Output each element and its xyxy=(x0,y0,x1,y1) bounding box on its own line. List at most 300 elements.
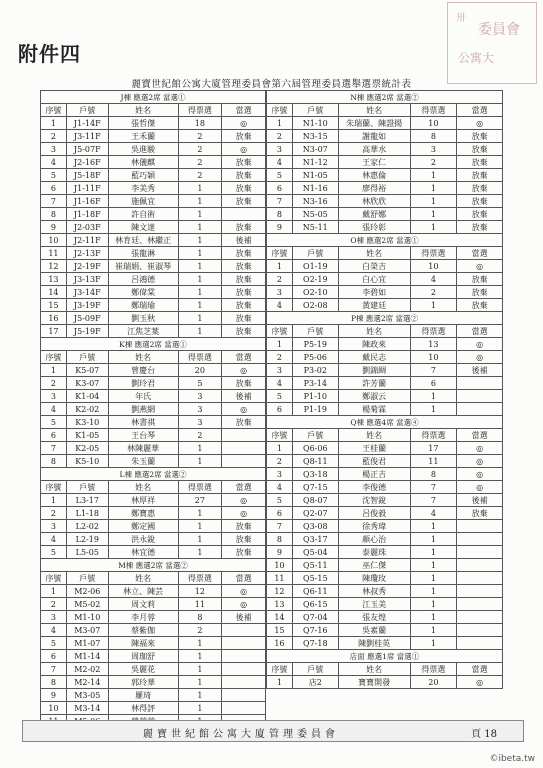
table-cell: 廖得裕 xyxy=(338,182,410,195)
table-row xyxy=(41,364,266,377)
table-row xyxy=(267,390,503,403)
table-row xyxy=(41,390,266,403)
table-cell: 放棄 xyxy=(457,143,503,156)
table-cell: 鄭定國 xyxy=(108,520,178,533)
table-cell: 林得評 xyxy=(108,702,178,715)
table-cell xyxy=(222,442,266,455)
column-header: 得票選 xyxy=(410,663,457,676)
table-cell: 朱玉蘭 xyxy=(108,455,178,468)
table-cell: 張玲彰 xyxy=(338,221,410,234)
table-cell: 20 xyxy=(178,364,222,377)
table-row xyxy=(41,273,266,286)
table-cell: 許自術 xyxy=(108,208,178,221)
table-cell: 7 xyxy=(410,364,457,377)
section-title: Q棟 應選4席 當選④ xyxy=(267,416,503,429)
table-cell: 27 xyxy=(178,494,222,507)
table-cell: Q7-18 xyxy=(292,637,338,650)
table-cell: 1 xyxy=(178,455,222,468)
table-cell: 白榮吉 xyxy=(338,260,410,273)
right-vote-table xyxy=(266,90,503,689)
column-header: 得票選 xyxy=(410,325,457,338)
table-cell: 15 xyxy=(267,624,293,637)
table-cell: 吳素蘭 xyxy=(338,624,410,637)
table-cell: O2-19 xyxy=(292,273,338,286)
table-cell: 1 xyxy=(178,286,222,299)
table-cell: 戴舒娜 xyxy=(338,208,410,221)
table-cell: 2 xyxy=(410,286,457,299)
table-cell: Q3-17 xyxy=(292,533,338,546)
table-cell: 劉玲君 xyxy=(108,377,178,390)
table-cell: 1 xyxy=(410,221,457,234)
table-row xyxy=(41,195,266,208)
table-row xyxy=(267,130,503,143)
table-row xyxy=(41,507,266,520)
table-cell: 1 xyxy=(178,299,222,312)
page-title: 附件四 xyxy=(18,42,81,66)
table-cell: J3-19F xyxy=(66,299,108,312)
table-cell: 10 xyxy=(410,117,457,130)
table-row xyxy=(41,156,266,169)
footer-text: 麗寶世紀館公寓大廈管理委員會 xyxy=(143,729,339,740)
table-row xyxy=(267,468,503,481)
table-cell: 江玉美 xyxy=(338,598,410,611)
table-cell: 1 xyxy=(267,676,293,689)
column-header: 戶號 xyxy=(292,429,338,442)
column-header: 姓名 xyxy=(338,325,410,338)
table-cell: 4 xyxy=(267,481,293,494)
table-cell: ◎ xyxy=(222,494,266,507)
table-cell: J1-16F xyxy=(66,195,108,208)
table-row xyxy=(267,533,503,546)
table-cell: 1 xyxy=(178,507,222,520)
table-row xyxy=(41,403,266,416)
table-row xyxy=(41,325,266,338)
table-cell xyxy=(222,624,266,637)
table-cell xyxy=(457,572,503,585)
table-cell: 巫仁傑 xyxy=(338,559,410,572)
table-cell: 10 xyxy=(410,260,457,273)
table-cell: 5 xyxy=(267,494,293,507)
table-cell xyxy=(457,390,503,403)
table-cell: 王禾蘭 xyxy=(108,130,178,143)
table-cell: 吳麗花 xyxy=(108,663,178,676)
table-cell: M1-07 xyxy=(66,637,108,650)
table-row xyxy=(267,156,503,169)
table-cell: 施佩宜 xyxy=(108,195,178,208)
table-row xyxy=(41,416,266,429)
table-cell: ◎ xyxy=(222,585,266,598)
table-cell: 放棄 xyxy=(222,195,266,208)
table-cell: 6 xyxy=(410,377,457,390)
table-cell: 1 xyxy=(410,520,457,533)
table-cell: 14 xyxy=(267,611,293,624)
table-row xyxy=(41,676,266,689)
column-header: 戶號 xyxy=(66,351,108,364)
table-cell xyxy=(457,624,503,637)
table-cell: M3-05 xyxy=(66,689,108,702)
table-cell: 4 xyxy=(410,273,457,286)
table-cell: J2-03F xyxy=(66,221,108,234)
table-cell: ◎ xyxy=(457,338,503,351)
column-header: 序號 xyxy=(267,104,293,117)
table-cell: 20 xyxy=(410,676,457,689)
table-cell: 9 xyxy=(41,689,67,702)
table-cell: 放棄 xyxy=(457,130,503,143)
table-cell: J1-18F xyxy=(66,208,108,221)
table-cell: 4 xyxy=(267,299,293,312)
table-row xyxy=(267,559,503,572)
table-cell xyxy=(457,403,503,416)
table-cell: 3 xyxy=(267,143,293,156)
column-header: 序號 xyxy=(267,325,293,338)
table-cell: 1 xyxy=(410,546,457,559)
table-cell: 3 xyxy=(41,143,67,156)
table-cell: 2 xyxy=(178,624,222,637)
table-cell: 王桂蘭 xyxy=(338,442,410,455)
table-cell: 2 xyxy=(41,598,67,611)
table-cell: 1 xyxy=(178,312,222,325)
table-cell: 10 xyxy=(267,559,293,572)
table-cell: J5-18F xyxy=(66,169,108,182)
table-cell: 放棄 xyxy=(457,169,503,182)
column-header: 戶號 xyxy=(292,104,338,117)
table-row xyxy=(267,624,503,637)
table-cell: 5 xyxy=(267,169,293,182)
column-header: 戶號 xyxy=(66,481,108,494)
table-row xyxy=(267,195,503,208)
column-header: 序號 xyxy=(267,429,293,442)
table-cell: ◎ xyxy=(457,117,503,130)
table-cell: 放棄 xyxy=(222,416,266,429)
table-cell: 1 xyxy=(410,533,457,546)
table-row xyxy=(41,312,266,325)
table-row xyxy=(41,702,266,715)
table-cell: J2-11F xyxy=(66,234,108,247)
table-cell: J1-11F xyxy=(66,182,108,195)
column-header: 姓名 xyxy=(338,429,410,442)
table-cell: 後補 xyxy=(222,234,266,247)
table-cell: 2 xyxy=(267,455,293,468)
table-cell: 放棄 xyxy=(222,299,266,312)
table-cell: 放棄 xyxy=(457,195,503,208)
table-row xyxy=(41,130,266,143)
table-cell: 顏心治 xyxy=(338,533,410,546)
table-cell: 林叔秀 xyxy=(338,585,410,598)
table-cell: 放棄 xyxy=(457,208,503,221)
table-cell: ◎ xyxy=(222,364,266,377)
table-cell: 4 xyxy=(267,156,293,169)
table-cell: 店2 xyxy=(292,676,338,689)
table-cell: 5 xyxy=(41,416,67,429)
table-row xyxy=(267,117,503,130)
table-cell: 12 xyxy=(41,260,67,273)
table-cell: 林育廷、林繼正 xyxy=(108,234,178,247)
table-cell: 藍俊君 xyxy=(338,455,410,468)
table-cell xyxy=(222,455,266,468)
table-cell: N5-05 xyxy=(292,208,338,221)
table-cell: 7 xyxy=(41,663,67,676)
column-header: 當選 xyxy=(457,104,503,117)
table-cell: 2 xyxy=(410,156,457,169)
table-cell: 2 xyxy=(267,130,293,143)
table-cell: 2 xyxy=(41,377,67,390)
table-cell: M3-14 xyxy=(66,702,108,715)
table-cell xyxy=(222,650,266,663)
table-cell: 林欣欣 xyxy=(338,195,410,208)
column-header: 序號 xyxy=(41,572,67,585)
column-header: 得票選 xyxy=(410,429,457,442)
table-cell: 放棄 xyxy=(222,156,266,169)
table-row xyxy=(267,260,503,273)
table-cell xyxy=(457,377,503,390)
table-cell: 戴民志 xyxy=(338,351,410,364)
table-row xyxy=(41,182,266,195)
table-cell xyxy=(457,546,503,559)
table-cell: 4 xyxy=(41,533,67,546)
table-row xyxy=(41,377,266,390)
column-header: 序號 xyxy=(41,104,67,117)
table-cell: 3 xyxy=(178,416,222,429)
table-cell: 1 xyxy=(178,533,222,546)
table-cell: 7 xyxy=(267,195,293,208)
column-header: 姓名 xyxy=(338,104,410,117)
table-cell: N3-16 xyxy=(292,195,338,208)
table-cell: 2 xyxy=(178,156,222,169)
table-cell: M1-14 xyxy=(66,650,108,663)
column-header: 序號 xyxy=(41,481,67,494)
table-cell: 2 xyxy=(267,273,293,286)
table-row xyxy=(41,429,266,442)
table-cell: 放棄 xyxy=(457,221,503,234)
table-cell: 羅琦 xyxy=(108,689,178,702)
column-header: 得票選 xyxy=(410,104,457,117)
table-cell: 8 xyxy=(41,676,67,689)
table-cell: 放棄 xyxy=(222,325,266,338)
table-row xyxy=(267,507,503,520)
table-cell xyxy=(457,637,503,650)
table-cell: 5 xyxy=(41,169,67,182)
table-cell: J2-13F xyxy=(66,247,108,260)
section-title: K棟 應選2席 當選① xyxy=(41,338,266,351)
table-cell: 7 xyxy=(267,520,293,533)
watermark: ©ibeta.tw xyxy=(489,754,535,764)
right-column xyxy=(266,90,503,689)
column-header: 序號 xyxy=(267,663,293,676)
table-cell: 1 xyxy=(178,650,222,663)
table-cell: 6 xyxy=(267,403,293,416)
table-cell: 3 xyxy=(267,286,293,299)
table-cell: 6 xyxy=(41,429,67,442)
table-cell: 1 xyxy=(178,520,222,533)
table-cell: 11 xyxy=(41,247,67,260)
table-row xyxy=(267,676,503,689)
table-cell: 2 xyxy=(178,143,222,156)
document-title: 麗寶世紀館公寓大廈管理委員會第六屆管理委員選舉選票統計表 xyxy=(131,79,412,90)
table-cell: 7 xyxy=(410,481,457,494)
table-cell: 放棄 xyxy=(222,273,266,286)
seal-text-3: 公寓大 xyxy=(458,51,495,65)
table-cell: 5 xyxy=(267,390,293,403)
column-header: 序號 xyxy=(267,247,293,260)
table-cell: 劉錦綢 xyxy=(338,364,410,377)
table-cell: 曾慶台 xyxy=(108,364,178,377)
table-row xyxy=(267,455,503,468)
table-row xyxy=(267,208,503,221)
footer-bar xyxy=(22,720,524,742)
table-cell: 鄭瑞瑜 xyxy=(108,299,178,312)
column-header: 當選 xyxy=(222,104,266,117)
table-row xyxy=(41,143,266,156)
table-cell: 11 xyxy=(267,572,293,585)
column-header: 當選 xyxy=(222,481,266,494)
column-header: 姓名 xyxy=(108,572,178,585)
table-cell xyxy=(457,598,503,611)
table-cell: 3 xyxy=(267,468,293,481)
table-cell: 1 xyxy=(267,260,293,273)
table-row xyxy=(267,520,503,533)
table-cell: 9 xyxy=(41,221,67,234)
table-cell: 1 xyxy=(178,234,222,247)
column-header: 得票選 xyxy=(178,481,222,494)
table-cell: K2-02 xyxy=(66,403,108,416)
table-cell: 李碧如 xyxy=(338,286,410,299)
table-cell: 1 xyxy=(178,689,222,702)
column-header: 戶號 xyxy=(66,104,108,117)
table-cell: ◎ xyxy=(222,403,266,416)
table-cell: J5-19F xyxy=(66,325,108,338)
table-row xyxy=(267,286,503,299)
table-cell: 張友煌 xyxy=(338,611,410,624)
table-cell: 4 xyxy=(267,377,293,390)
page-number: 頁 18 xyxy=(471,729,497,740)
table-cell: 1 xyxy=(410,611,457,624)
table-cell: 放棄 xyxy=(457,182,503,195)
table-cell: 8 xyxy=(410,130,457,143)
table-cell: 1 xyxy=(410,390,457,403)
table-cell: K3-07 xyxy=(66,377,108,390)
table-cell: 林宜德 xyxy=(108,546,178,559)
table-cell: 放棄 xyxy=(222,533,266,546)
table-cell: M2-02 xyxy=(66,663,108,676)
table-cell: 朱瑞蘭、陳證揚 xyxy=(338,117,410,130)
column-header: 戶號 xyxy=(292,663,338,676)
table-cell: 放棄 xyxy=(222,286,266,299)
table-cell: 13 xyxy=(267,598,293,611)
table-cell: K3-10 xyxy=(66,416,108,429)
table-cell: 1 xyxy=(178,273,222,286)
table-cell: 18 xyxy=(178,117,222,130)
table-cell: 1 xyxy=(41,117,67,130)
table-cell: Q5-11 xyxy=(292,559,338,572)
table-cell: 呂鴻德 xyxy=(108,273,178,286)
table-cell: Q7-16 xyxy=(292,624,338,637)
table-cell: ◎ xyxy=(222,143,266,156)
table-cell: 1 xyxy=(178,247,222,260)
table-cell: K1-05 xyxy=(66,429,108,442)
table-cell: 許芳蘭 xyxy=(338,377,410,390)
table-cell: ◎ xyxy=(457,468,503,481)
table-cell: 8 xyxy=(41,208,67,221)
table-cell: 謝龍如 xyxy=(338,130,410,143)
table-cell: 17 xyxy=(410,442,457,455)
table-cell: 王家仁 xyxy=(338,156,410,169)
table-cell: J3-14F xyxy=(66,286,108,299)
table-cell: 6 xyxy=(41,182,67,195)
table-cell: ◎ xyxy=(222,507,266,520)
table-cell: J2-19F xyxy=(66,260,108,273)
table-cell: 後補 xyxy=(222,611,266,624)
table-cell: O1-19 xyxy=(292,260,338,273)
table-row xyxy=(267,351,503,364)
table-row xyxy=(267,572,503,585)
table-cell: 2 xyxy=(41,507,67,520)
table-cell: 1 xyxy=(267,442,293,455)
table-cell: 1 xyxy=(178,260,222,273)
table-cell: 藍巧穎 xyxy=(108,169,178,182)
table-cell: 劉燕網 xyxy=(108,403,178,416)
table-cell: 2 xyxy=(178,169,222,182)
table-cell: 8 xyxy=(178,611,222,624)
table-cell xyxy=(222,689,266,702)
table-cell: 劉玉秋 xyxy=(108,312,178,325)
table-cell: L2-02 xyxy=(66,520,108,533)
table-cell: K2-05 xyxy=(66,442,108,455)
table-cell: 陳文達 xyxy=(108,221,178,234)
table-row xyxy=(41,533,266,546)
table-row xyxy=(41,442,266,455)
table-cell: 王台琴 xyxy=(108,429,178,442)
table-cell: J1-14F xyxy=(66,117,108,130)
table-cell: 郭玲華 xyxy=(108,676,178,689)
left-vote-table xyxy=(40,90,266,728)
column-header: 當選 xyxy=(457,325,503,338)
table-cell: Q6-06 xyxy=(292,442,338,455)
table-cell: 9 xyxy=(267,221,293,234)
table-cell xyxy=(222,429,266,442)
table-cell: 2 xyxy=(267,351,293,364)
table-cell: Q5-15 xyxy=(292,572,338,585)
table-cell: 1 xyxy=(178,663,222,676)
table-cell: 1 xyxy=(267,338,293,351)
table-cell: 1 xyxy=(178,676,222,689)
table-cell: 放棄 xyxy=(222,130,266,143)
table-cell: 放棄 xyxy=(222,377,266,390)
table-cell: 16 xyxy=(267,637,293,650)
table-cell: 林惠倫 xyxy=(338,169,410,182)
table-cell: ◎ xyxy=(457,351,503,364)
section-title: P棟 應選2席 當選② xyxy=(267,312,503,325)
table-cell: 1 xyxy=(410,208,457,221)
table-cell: 楊菊霖 xyxy=(338,403,410,416)
table-cell: 放棄 xyxy=(457,273,503,286)
table-cell: 放棄 xyxy=(222,182,266,195)
table-cell: 楊正吉 xyxy=(338,468,410,481)
table-cell: 林陳麗華 xyxy=(108,442,178,455)
table-cell: 1 xyxy=(178,442,222,455)
table-cell: L1-18 xyxy=(66,507,108,520)
table-row xyxy=(41,637,266,650)
table-row xyxy=(41,208,266,221)
table-cell: 9 xyxy=(267,546,293,559)
table-row xyxy=(41,221,266,234)
table-cell: Q8-11 xyxy=(292,455,338,468)
table-row xyxy=(41,598,266,611)
table-row xyxy=(267,494,503,507)
table-row xyxy=(41,585,266,598)
column-header: 姓名 xyxy=(108,481,178,494)
table-row xyxy=(267,377,503,390)
table-cell: 林厚祥 xyxy=(108,494,178,507)
